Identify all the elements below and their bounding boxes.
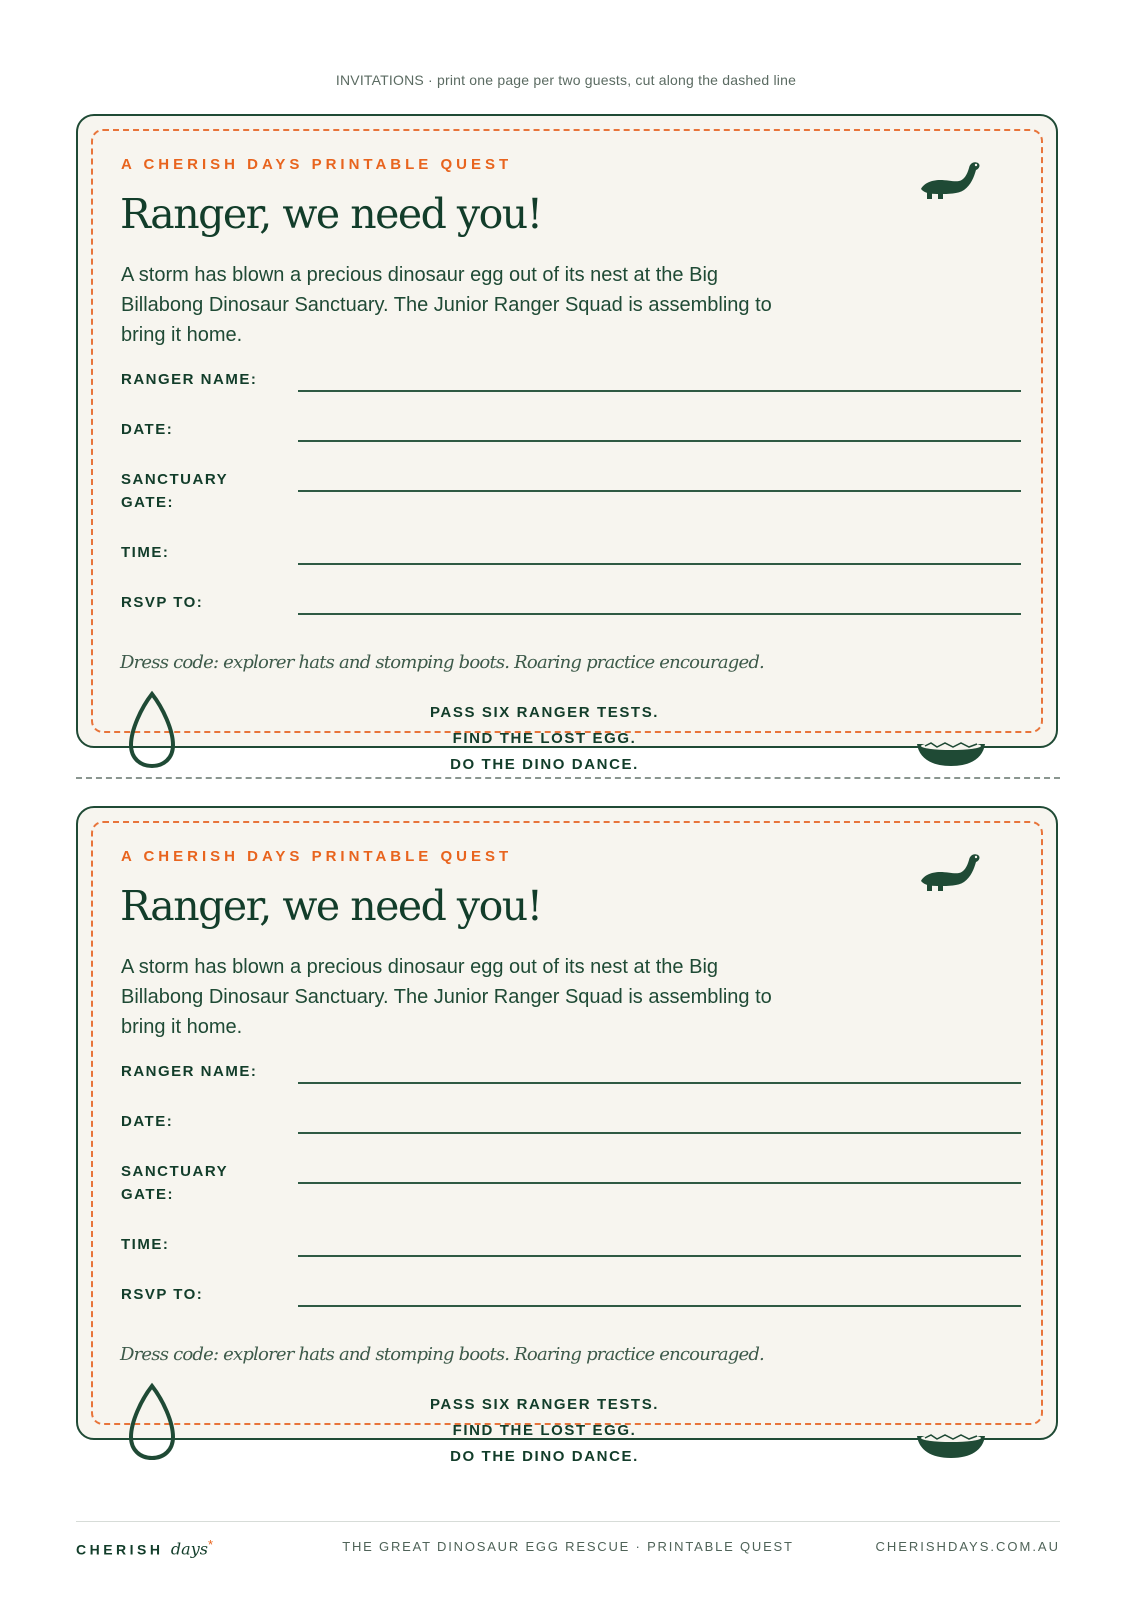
field-label-line: GATE: <box>121 494 175 511</box>
invitation-card <box>76 806 1058 1465</box>
footer-divider <box>76 1521 1060 1522</box>
tagline-line: FIND THE LOST EGG. <box>452 1422 637 1439</box>
footer-url[interactable]: CHERISHDAYS.COM.AU <box>875 1539 1060 1554</box>
field-ranger-name <box>121 368 1021 398</box>
write-in-line <box>298 1255 1021 1257</box>
tagline-line: PASS SIX RANGER TESTS. <box>429 1396 660 1413</box>
field-label: RANGER NAME: <box>121 371 258 388</box>
field-date <box>121 418 1021 448</box>
invitation-card <box>76 114 1058 773</box>
field-label: DATE: <box>121 421 174 438</box>
field-label: DATE: <box>121 1113 174 1130</box>
brand-script: days <box>170 1539 208 1559</box>
eyebrow-label: A CHERISH DAYS PRINTABLE QUEST <box>121 156 513 173</box>
field-label-line: GATE: <box>121 1186 175 1203</box>
field-label: TIME: <box>121 1236 170 1253</box>
field-label: RSVP TO: <box>121 594 204 611</box>
egg-icon <box>127 1382 177 1462</box>
field-time <box>121 1233 1021 1263</box>
brand-wordmark: CHERISH <box>76 1541 164 1558</box>
write-in-line <box>298 563 1021 565</box>
footer-title: THE GREAT DINOSAUR EGG RESCUE · PRINTABLE QUEST <box>342 1539 794 1554</box>
invitation-heading: Ranger, we need you! <box>120 190 542 238</box>
tagline-line: DO THE DINO DANCE. <box>450 1448 639 1465</box>
page-footer <box>76 1537 1060 1557</box>
field-label-line: SANCTUARY <box>121 471 229 488</box>
tagline-line: PASS SIX RANGER TESTS. <box>429 704 660 721</box>
field-label: RANGER NAME: <box>121 1063 258 1080</box>
brand-mark: * <box>207 1537 213 1552</box>
nest-icon <box>915 738 987 768</box>
write-in-line <box>298 440 1021 442</box>
field-rsvp-to <box>121 591 1021 621</box>
write-in-line <box>298 1132 1021 1134</box>
dinosaur-icon <box>918 156 982 204</box>
dinosaur-icon <box>918 848 982 896</box>
field-label <box>121 1160 271 1206</box>
invitation-intro: A storm has blown a precious dinosaur egg out of its nest at the Big Billabong Dinosaur Sanctuary. The Junior Ranger Squad is assembling to bring it home. <box>121 956 772 1038</box>
egg-icon <box>127 690 177 770</box>
quest-tagline <box>378 1392 711 1470</box>
field-ranger-name <box>121 1060 1021 1090</box>
write-in-line <box>298 613 1021 615</box>
nest-icon <box>915 1430 987 1460</box>
field-rsvp-to <box>121 1283 1021 1313</box>
print-instructions: INVITATIONS · print one page per two guests, cut along the dashed line <box>335 72 797 88</box>
invitation-intro: A storm has blown a precious dinosaur egg out of its nest at the Big Billabong Dinosaur Sanctuary. The Junior Ranger Squad is assembling to bring it home. <box>121 264 772 346</box>
field-time <box>121 541 1021 571</box>
invitation-heading: Ranger, we need you! <box>120 882 542 930</box>
write-in-line <box>298 1182 1021 1184</box>
dress-code: Dress code: explorer hats and stomping boots. Roaring practice encouraged. <box>120 1344 764 1365</box>
field-date <box>121 1110 1021 1140</box>
tagline-line: FIND THE LOST EGG. <box>452 730 637 747</box>
cut-line <box>76 777 1060 779</box>
write-in-line <box>298 490 1021 492</box>
field-sanctuary-gate <box>121 468 1021 511</box>
eyebrow-label: A CHERISH DAYS PRINTABLE QUEST <box>121 848 513 865</box>
field-label: TIME: <box>121 544 170 561</box>
field-label <box>121 468 271 514</box>
field-label: RSVP TO: <box>121 1286 204 1303</box>
write-in-line <box>298 1305 1021 1307</box>
write-in-line <box>298 390 1021 392</box>
dress-code: Dress code: explorer hats and stomping boots. Roaring practice encouraged. <box>120 652 764 673</box>
tagline-line: DO THE DINO DANCE. <box>450 756 639 773</box>
field-sanctuary-gate <box>121 1160 1021 1203</box>
quest-tagline <box>378 700 711 778</box>
field-label-line: SANCTUARY <box>121 1163 229 1180</box>
write-in-line <box>298 1082 1021 1084</box>
